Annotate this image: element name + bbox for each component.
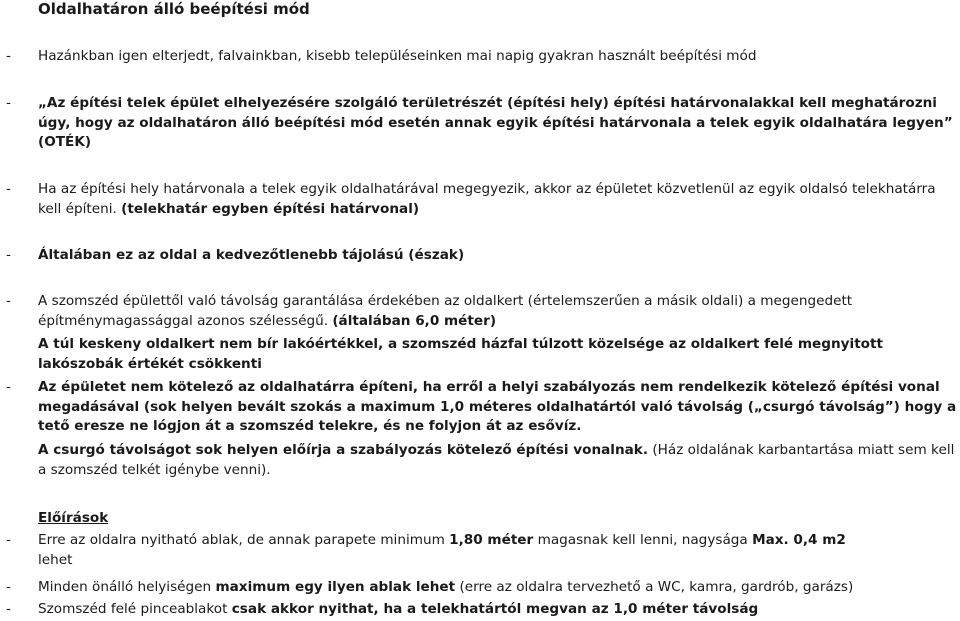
list-item-text-bold: (általában 6,0 méter) bbox=[332, 312, 497, 329]
list-item-text: Hazánkban igen elterjedt, falvainkban, kisebb településeinken mai napig gyakran használt beépítési mód bbox=[38, 48, 757, 64]
rule-text-bold: 1,80 méter bbox=[449, 532, 534, 548]
rule-item-text bbox=[38, 531, 958, 570]
list-item-text-regular: (Ház oldalának karbantartása miatt sem kell a szomszéd telkét igénybe venni). bbox=[38, 442, 955, 478]
rule-item-text bbox=[38, 600, 958, 620]
bullet-dash: - bbox=[6, 293, 11, 309]
list-item-text bbox=[38, 292, 958, 331]
rule-text-regular: Minden önálló helyiségen bbox=[38, 579, 216, 595]
bullet-dash: - bbox=[6, 48, 11, 64]
list-item-text: Az épületet nem kötelező az oldalhatárra építeni, ha erről a helyi szabályozás nem rendelkezik kötelező építési vonal megadásával (sok helyen bevált szokás a maximum 1,0 méteres oldalhatártól való távolság („csurgó távolság”) hogy a tető eresze ne lógjon át a szomszéd telekre, és ne folyjon át az esővíz. bbox=[38, 379, 957, 434]
bullet-dash: - bbox=[6, 247, 11, 263]
bullet-dash: - bbox=[6, 181, 11, 197]
rule-text-bold: maximum egy ilyen ablak lehet bbox=[215, 579, 456, 595]
rule-text-bold: csak akkor nyithat, ha a telekhatártól megvan az 1,0 méter távolság bbox=[231, 601, 759, 617]
list-item-text bbox=[38, 180, 958, 219]
bullet-dash: - bbox=[6, 379, 11, 395]
rule-text-regular: (erre az oldalra tervezhető a WC, kamra, gardrób, garázs) bbox=[455, 579, 854, 595]
bullet-dash: - bbox=[6, 95, 11, 111]
list-item-text bbox=[38, 441, 958, 480]
list-item-text-bold: A csurgó távolságot sok helyen előírja a szabályozás kötelező építési vonalnak. bbox=[38, 442, 649, 458]
rule-text-regular: lehet bbox=[38, 551, 73, 568]
rule-item-text bbox=[38, 578, 958, 598]
page-title: Oldalhatáron álló beépítési mód bbox=[38, 0, 310, 18]
list-item-text: „Az építési telek épület elhelyezésére szolgáló területrészét (építési hely) építési határvonalakkal kell meghatározni úgy, hogy az oldalhatáron álló beépítési mód esetén annak egyik építési határvonala a telek egyik oldalhatára legyen” (OTÉK) bbox=[38, 95, 953, 150]
bullet-dash: - bbox=[6, 601, 11, 617]
bullet-dash: - bbox=[6, 579, 11, 595]
list-item-text-bold: (telekhatár egyben építési határvonal) bbox=[121, 200, 420, 217]
bullet-dash: - bbox=[6, 532, 11, 548]
rule-text-bold: Max. 0,4 m2 bbox=[752, 532, 846, 548]
list-item-text-regular: A szomszéd épülettől való távolság garantálása érdekében az oldalkert (értelemszerűen a másik oldali) a megengedett építménymagassággal azonos szélességű. bbox=[38, 293, 853, 329]
rule-text-regular: magasnak kell lenni, nagysága bbox=[533, 532, 753, 548]
list-item-text: A túl keskeny oldalkert nem bír lakóértékkel, a szomszéd házfal túlzott közelsége az oldalkert felé megnyitott lakószobák értékét csökkenti bbox=[38, 336, 884, 372]
list-item-text: Általában ez az oldal a kedvezőtlenebb tájolású (észak) bbox=[38, 247, 465, 263]
rule-text-regular: Erre az oldalra nyitható ablak, de annak parapete minimum bbox=[38, 532, 450, 548]
rule-text-regular: Szomszéd felé pinceablakot bbox=[38, 601, 232, 617]
rules-heading: Előírások bbox=[38, 510, 109, 526]
list-item-text-regular: Ha az építési hely határvonala a telek egyik oldalhatárával megegyezik, akkor az épületet közvetlenül az egyik oldalsó telekhatárra kell építeni. bbox=[38, 181, 936, 217]
